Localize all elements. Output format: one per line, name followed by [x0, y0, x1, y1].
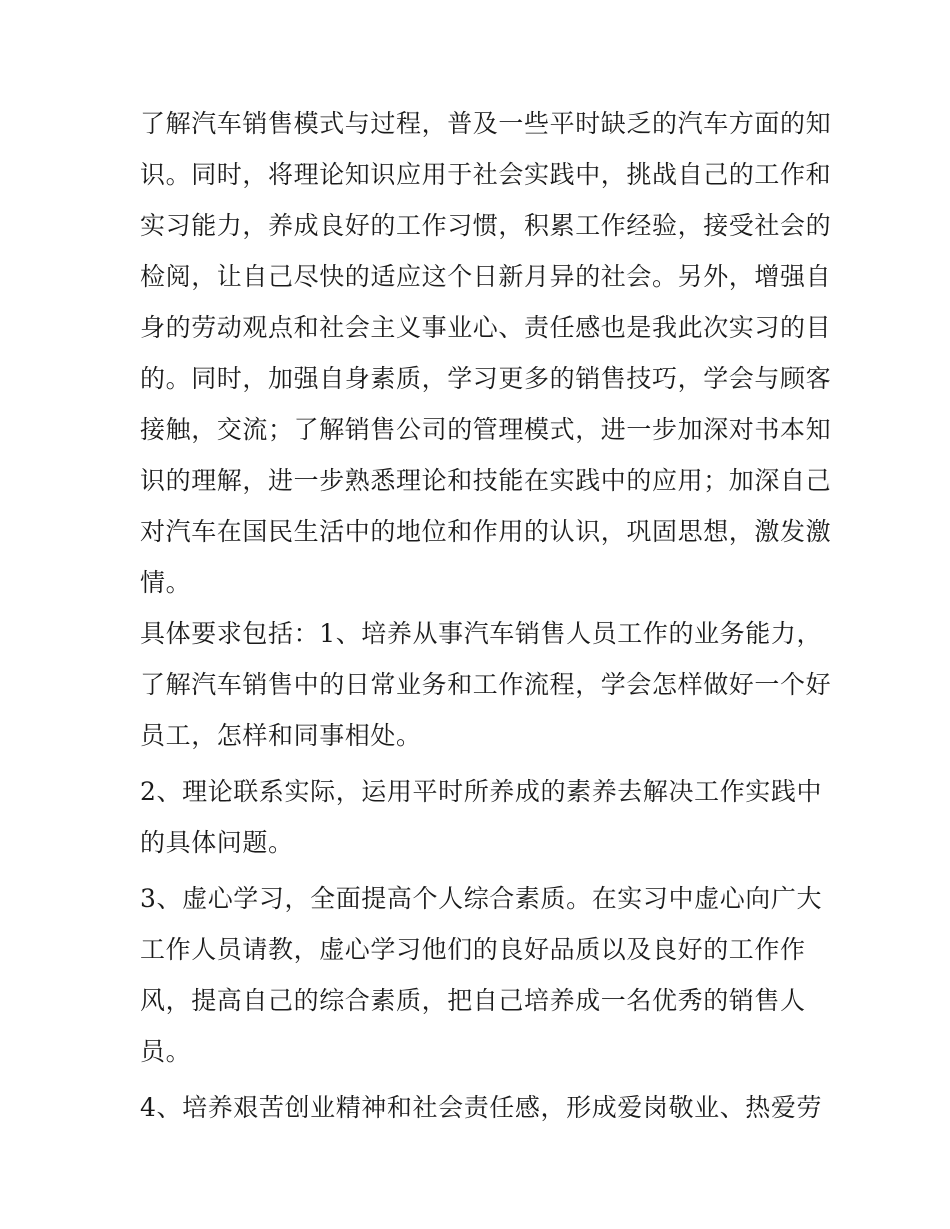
paragraph-purpose	[140, 104, 832, 614]
text-line: 工作人员请教，虚心学习他们的良好品质以及良好的工作作	[140, 935, 806, 964]
paragraph-requirement-3	[140, 879, 823, 1083]
text-line: 的。同时，加强自身素质，学习更多的销售技巧，学会与顾客	[140, 364, 832, 393]
text-line: 风，提高自己的综合素质，把自己培养成一名优秀的销售人	[140, 986, 806, 1015]
text-line: 员。	[140, 1037, 192, 1066]
text-line: 4、培养艰苦创业精神和社会责任感，形成爱岗敬业、热爱劳	[140, 1093, 823, 1122]
text-line: 2、理论联系实际，运用平时所养成的素养去解决工作实践中	[140, 777, 823, 806]
text-line: 对汽车在国民生活中的地位和作用的认识，巩固思想，激发激	[140, 517, 832, 546]
text-line: 识的理解，进一步熟悉理论和技能在实践中的应用；加深自己	[140, 466, 832, 495]
paragraph-requirements-intro	[140, 614, 832, 767]
text-line: 3、虚心学习，全面提高个人综合素质。在实习中虚心向广大	[140, 884, 823, 913]
paragraph-requirement-4	[140, 1088, 823, 1139]
text-line: 接触，交流；了解销售公司的管理模式，进一步加深对书本知	[140, 415, 832, 444]
text-line: 情。	[140, 568, 192, 597]
paragraph-requirement-2	[140, 772, 823, 874]
text-line: 检阅，让自己尽快的适应这个日新月异的社会。另外，增强自	[140, 262, 832, 291]
text-line: 员工，怎样和同事相处。	[140, 721, 422, 750]
document-body	[140, 104, 832, 1139]
text-line: 了解汽车销售模式与过程，普及一些平时缺乏的汽车方面的知	[140, 109, 832, 138]
text-line: 的具体问题。	[140, 828, 294, 857]
text-line: 识。同时，将理论知识应用于社会实践中，挑战自己的工作和	[140, 160, 832, 189]
text-line: 了解汽车销售中的日常业务和工作流程，学会怎样做好一个好	[140, 670, 832, 699]
text-line: 具体要求包括：1、培养从事汽车销售人员工作的业务能力，	[140, 619, 823, 648]
text-line: 身的劳动观点和社会主义事业心、责任感也是我此次实习的目	[140, 313, 832, 342]
text-line: 实习能力，养成良好的工作习惯，积累工作经验，接受社会的	[140, 211, 832, 240]
